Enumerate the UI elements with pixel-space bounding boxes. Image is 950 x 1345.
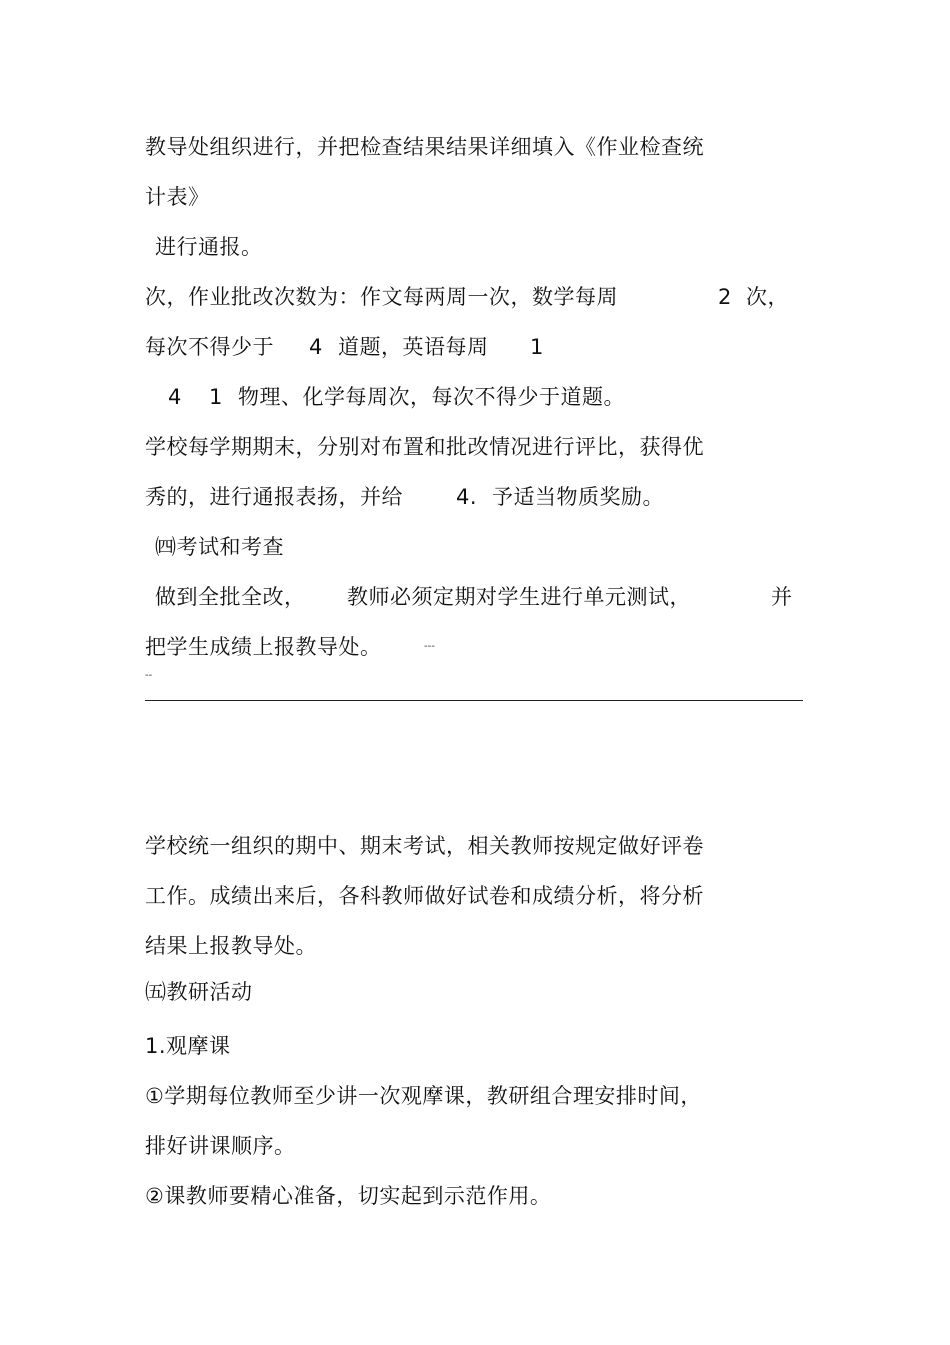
page-divider [145,700,803,701]
number-text: 4. [456,485,478,509]
subheading: 1.观摩课 [145,1034,231,1058]
paragraph-text: 予适当物质奖励。 [492,485,664,509]
number-text: 2 [718,285,732,309]
paragraph-line: ①学期每位教师至少讲一次观摩课，教研组合理安排时间， [145,1084,702,1108]
paragraph-line: 学校统一组织的期中、期末考试，相关教师按规定做好评卷 [145,834,704,858]
number-text: 4 [168,385,182,409]
footer-mark: -- [145,670,153,681]
paragraph-line: 进行通报。 [155,235,263,259]
paragraph-text: 物理、化学每周次，每次不得少于道题。 [238,385,625,409]
number-text: 4 [309,335,323,359]
paragraph-text: 道题，英语每周 [338,335,489,359]
paragraph-line: 秀的，进行通报表扬，并给 [145,485,403,509]
paragraph-line: 次，作业批改次数为：作文每两周一次，数学每周 [145,285,618,309]
paragraph-text: 做到全批全改， [155,585,306,609]
paragraph-line: ②课教师要精心准备，切实起到示范作用。 [145,1184,552,1208]
number-text: 1 [530,335,544,359]
paragraph-text: 并 [771,585,793,609]
paragraph-line: 把学生成绩上报教导处。 [145,635,382,659]
section-heading: ㈤教研活动 [145,980,253,1004]
paragraph-line: 排好讲课顺序。 [145,1134,296,1158]
paragraph-line: 结果上报教导处。 [145,934,317,958]
number-text: 1 [209,385,223,409]
paragraph-line: 计表》 [145,185,210,209]
paragraph-text: 教师必须定期对学生进行单元测试， [347,585,691,609]
footer-mark: --- [424,641,435,652]
section-heading: ㈣考试和考查 [155,535,284,559]
paragraph-line: 每次不得少于 [145,335,274,359]
paragraph-text: 次， [746,285,789,309]
paragraph-line: 工作。成绩出来后，各科教师做好试卷和成绩分析，将分析 [145,884,704,908]
paragraph-line: 教导处组织进行，并把检查结果结果详细填入《作业检查统 [145,135,704,159]
paragraph-line: 学校每学期期末，分别对布置和批改情况进行评比，获得优 [145,435,704,459]
